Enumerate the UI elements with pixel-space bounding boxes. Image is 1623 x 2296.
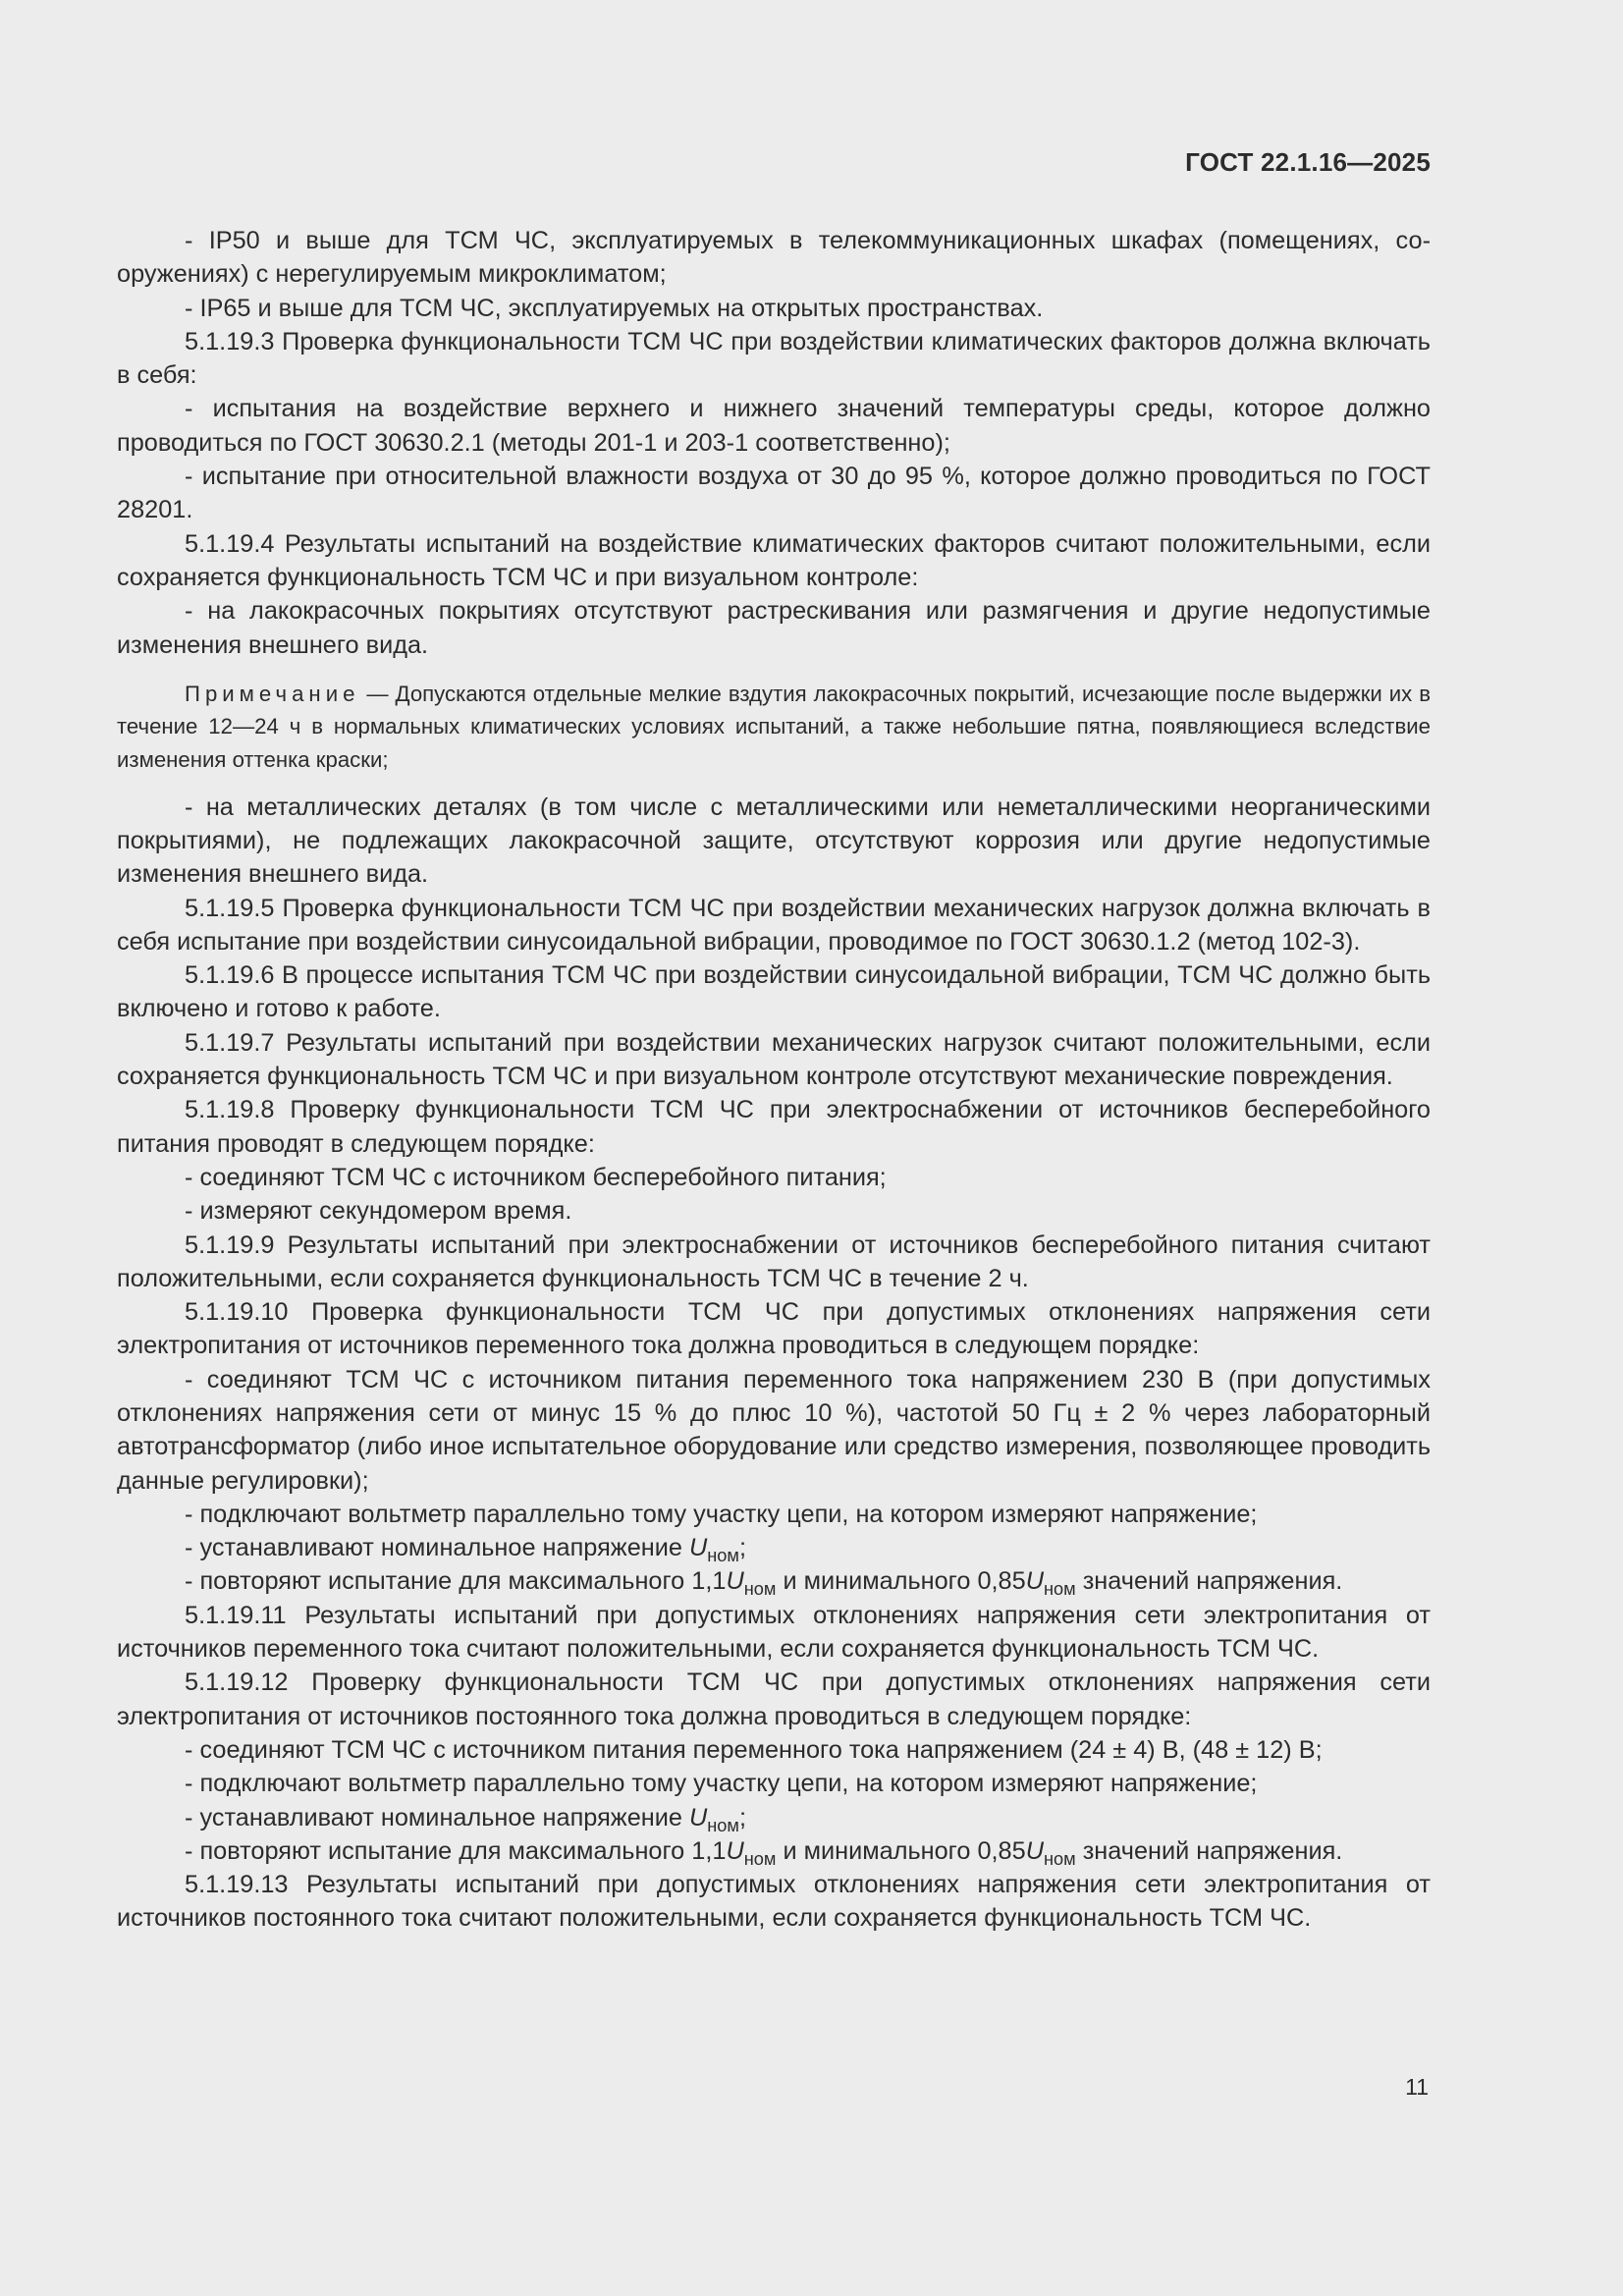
- list-item: - измеряют секундомером время.: [185, 1197, 572, 1226]
- voltage-symbol: U: [688, 1803, 708, 1831]
- item-text: значений напряжения.: [1075, 1836, 1343, 1865]
- item-text: и минимального 0,85: [776, 1836, 1026, 1865]
- list-item: - подключают вольтметр параллельно тому участку цепи, на котором измеряют напряжение;: [185, 1770, 1258, 1798]
- list-item: - соединяют ТСМ ЧС с источником питания переменного тока напряжением 230 В (при допустимых отклонениях напряжения сети от минус 15 % до плюс 10 %), частотой 50 Гц ± 2 % через лабораторный автотрансформатор (либо иное испытательное оборудование или средство измерения, позволяющее проводить данные регулировки);: [117, 1365, 1431, 1495]
- note: [117, 678, 1431, 777]
- clause: 5.1.19.10 Проверка функциональности ТСМ ЧС при допустимых отклонениях напряжения сети электропитания от источников переменного тока должна проводиться в следующем порядке:: [117, 1298, 1431, 1360]
- list-item: - на лакокрасочных покрытиях отсутствуют растрескивания или размягчения и другие недопустимые изменения внешнего вида.: [117, 597, 1431, 659]
- list-item: - испытания на воздействие верхнего и нижнего значений температуры среды, которое должно проводиться по ГОСТ 30630.2.1 (методы 201-1 и 203-1 соответственно);: [117, 395, 1431, 457]
- voltage-subscript: ном: [743, 1848, 777, 1869]
- list-item: - IP65 и выше для ТСМ ЧС, эксплуатируемых на открытых пространствах.: [185, 294, 1044, 322]
- voltage-subscript: ном: [743, 1579, 777, 1600]
- voltage-subscript: ном: [1043, 1579, 1076, 1600]
- clause: 5.1.19.7 Результаты испытаний при воздействии механических нагрузок считают положительными, если сохраняется функциональность ТСМ ЧС и при визуальном контроле отсутствуют механические повреждения.: [117, 1028, 1431, 1091]
- list-item: - на металлических деталях (в том числе с металлическими или неметаллическими неорганическими покрытиями), не подлежащих лакокрасочной защите, отсутствуют коррозия или другие недопустимые изменения внешнего вида.: [117, 793, 1431, 889]
- clause: 5.1.19.5 Проверка функциональности ТСМ ЧС при воздействии механических нагрузок должна включать в себя испытание при воздействии синусоидальной вибрации, проводимое по ГОСТ 30630.1.2 (метод 102-3).: [117, 894, 1431, 956]
- item-text: - устанавливают номинальное напряжение: [185, 1534, 689, 1562]
- item-text: значений напряжения.: [1075, 1567, 1343, 1596]
- item-text: ;: [738, 1534, 746, 1562]
- clause: 5.1.19.3 Проверка функциональности ТСМ ЧС при воздействии климатических факторов должна включать в себя:: [117, 327, 1431, 390]
- item-text: - повторяют испытание для максимального 1,1: [185, 1836, 727, 1865]
- voltage-symbol: U: [688, 1534, 708, 1562]
- clause: 5.1.19.11 Результаты испытаний при допустимых отклонениях напряжения сети электропитания от источников переменного тока считают положительными, если сохраняется функциональность ТСМ ЧС.: [117, 1601, 1431, 1664]
- list-item: [117, 1531, 1431, 1564]
- clause: 5.1.19.9 Результаты испытаний при электроснабжении от источников бесперебойного питания считают положительными, если сохраняется функциональность ТСМ ЧС в течение 2 ч.: [117, 1230, 1431, 1292]
- note-label: Примечание: [185, 681, 360, 706]
- note-text: — Допускаются отдельные мелкие вздутия лакокрасочных покрытий, исчезающие после выдержки их в течение 12—24 ч в нормальных климатических условиях испытаний, а также небольшие пятна, появляющиеся вследствие изменения оттенка краски;: [117, 681, 1431, 773]
- item-text: - устанавливают номинальное напряжение: [185, 1803, 689, 1831]
- clause: 5.1.19.8 Проверку функциональности ТСМ ЧС при электроснабжении от источников бесперебойного питания проводят в следующем порядке:: [117, 1096, 1431, 1158]
- item-text: и минимального 0,85: [776, 1567, 1026, 1596]
- item-text: - повторяют испытание для максимального 1,1: [185, 1567, 727, 1596]
- list-item: [117, 1801, 1431, 1834]
- voltage-symbol: U: [1025, 1567, 1044, 1596]
- clause: 5.1.19.4 Результаты испытаний на воздействие климатических факторов считают положительными, если сохраняется функциональность ТСМ ЧС и при визуальном контроле:: [117, 529, 1431, 591]
- list-item: [117, 1834, 1431, 1868]
- voltage-subscript: ном: [1043, 1848, 1076, 1869]
- voltage-symbol: U: [1025, 1836, 1044, 1865]
- voltage-symbol: U: [726, 1567, 744, 1596]
- voltage-symbol: U: [726, 1836, 744, 1865]
- list-item: - соединяют ТСМ ЧС с источником бесперебойного питания;: [185, 1163, 887, 1191]
- list-item: - IP50 и выше для ТСМ ЧС, эксплуатируемых в телекоммуникационных шкафах (помещениях, сооружениях) с нерегулируемым микроклиматом;: [117, 227, 1431, 289]
- list-item: - подключают вольтметр параллельно тому участку цепи, на котором измеряют напряжение;: [185, 1500, 1258, 1528]
- list-item: [117, 1564, 1431, 1598]
- clause: 5.1.19.12 Проверку функциональности ТСМ ЧС при допустимых отклонениях напряжения сети электропитания от источников постоянного тока должна проводиться в следующем порядке:: [117, 1668, 1431, 1730]
- clause: 5.1.19.13 Результаты испытаний при допустимых отклонениях напряжения сети электропитания от источников постоянного тока считают положительными, если сохраняется функциональность ТСМ ЧС.: [117, 1871, 1431, 1933]
- page-number: 11: [1405, 2074, 1429, 2100]
- list-item: - испытание при относительной влажности воздуха от 30 до 95 %, которое должно проводиться по ГОСТ 28201.: [117, 463, 1431, 524]
- list-item: - соединяют ТСМ ЧС с источником питания переменного тока напряжением (24 ± 4) В, (48 ± 12) В;: [185, 1735, 1323, 1764]
- voltage-subscript: ном: [707, 1815, 739, 1835]
- item-text: ;: [738, 1803, 746, 1831]
- clause: 5.1.19.6 В процессе испытания ТСМ ЧС при воздействии синусоидальной вибрации, ТСМ ЧС должно быть включено и готово к работе.: [117, 961, 1431, 1023]
- voltage-subscript: ном: [707, 1546, 739, 1565]
- document-body: [117, 224, 1431, 1936]
- document-code: ГОСТ 22.1.16—2025: [1185, 147, 1431, 177]
